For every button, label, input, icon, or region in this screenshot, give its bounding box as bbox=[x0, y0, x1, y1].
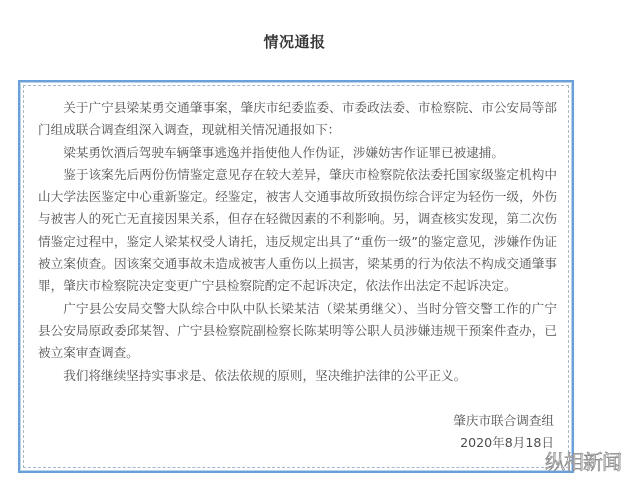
watermark-logo: 纵相新闻 bbox=[545, 450, 621, 474]
notice-box bbox=[18, 80, 574, 473]
page-title: 情况通报 bbox=[263, 33, 326, 51]
paragraph-officials: 广宁县公安局交警大队综合中队中队长梁某洁（梁某勇继父）、当时分管交警工作的广宁县公安局原政委邱某智、广宁县检察院副检察长陈某明等公职人员涉嫌违规干预案件查办，已被立案审查调查。 bbox=[38, 300, 557, 361]
signature-block bbox=[453, 410, 554, 455]
paragraph-closing: 我们将继续坚持实事求是、依法依规的原则，坚决维护法律的公平正义。 bbox=[63, 367, 467, 383]
notice-body bbox=[38, 97, 557, 387]
signature-organization: 肇庆市联合调查组 bbox=[453, 413, 554, 428]
paragraph-arrest: 梁某勇饮酒后驾驶车辆肇事逃逸并指使他人作伪证，涉嫌妨害作证罪已被逮捕。 bbox=[63, 144, 504, 160]
signature-date: 2020年8月18日 bbox=[460, 435, 554, 451]
paragraph-appraisal: 鉴于该案先后两份伤情鉴定意见存在较大差异，肇庆市检察院依法委托国家级鉴定机构中山大学法医鉴定中心重新鉴定。经鉴定，被害人交通事故所致损伤综合评定为轻伤一级，外伤与被害人的死亡无直接因果关系，但存在轻微因素的不利影响。另，调查核实发现，第二次伤情鉴定过程中，鉴定人梁某权受人请托，违反规定出具了“重伤一级”的鉴定意见，涉嫌作伪证被立案侦查。因该案交通事故未造成被害人重伤以上损害，梁某勇的行为依法不构成交通肇事罪，肇庆市检察院决定变更广宁县检察院酌定不起诉决定，依法作出法定不起诉决定。 bbox=[38, 166, 557, 294]
paragraph-intro: 关于广宁县梁某勇交通肇事案，肇庆市纪委监委、市委政法委、市检察院、市公安局等部门组成联合调查组深入调查，现就相关情况通报如下： bbox=[38, 100, 557, 138]
